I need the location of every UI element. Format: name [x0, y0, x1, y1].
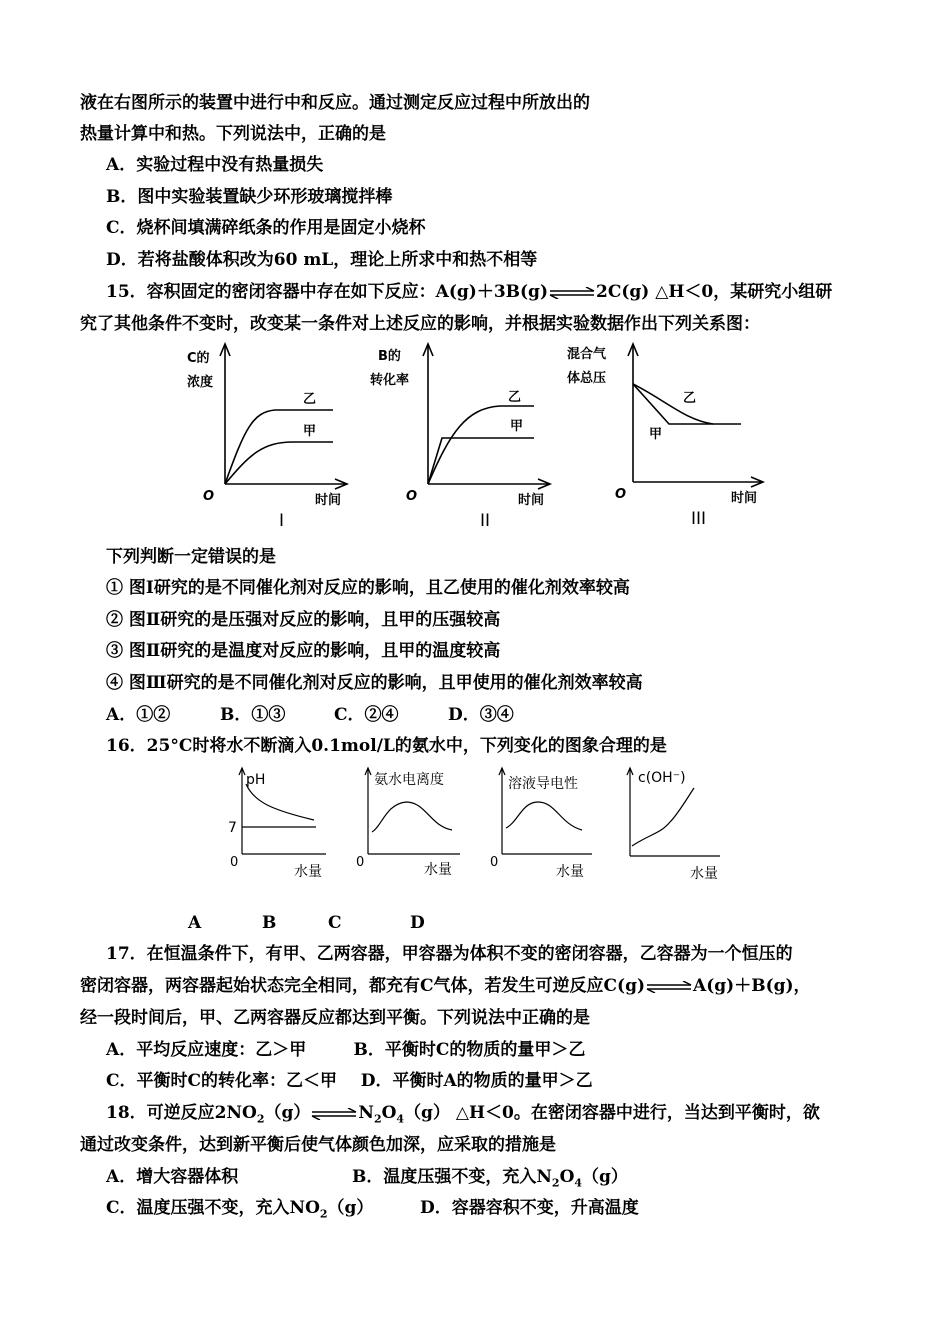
q15-graph-3 — [565, 338, 775, 533]
q15-graph-2 — [370, 338, 560, 533]
graph-d-ylabel: c(OH⁻) — [638, 770, 686, 786]
equilibrium-arrow-icon — [310, 1108, 358, 1120]
q18-option-b-part-b: O — [559, 1167, 575, 1187]
graph-a-ylabel: pH — [246, 772, 266, 788]
q15-line-2: 究了其他条件不变时，改变某一条件对上述反应的影响，并根据实验数据作出下列关系图： — [80, 314, 760, 334]
subscript-2: 2 — [373, 1112, 382, 1126]
q18-option-c — [106, 1197, 373, 1225]
q18-line-2: 通过改变条件，达到新平衡后使气体颜色加深，应采取的措施是 — [80, 1135, 556, 1155]
q16-graph-d — [616, 764, 726, 888]
subscript-2: 2 — [551, 1176, 560, 1190]
q18-option-b — [352, 1166, 628, 1194]
graph1-label-jia: 甲 — [303, 424, 317, 439]
graph-d-curve — [632, 788, 694, 846]
q16-graph-a — [222, 766, 332, 886]
graph-a-origin: 0 — [230, 855, 239, 870]
graph1-xlabel: 时间 — [315, 493, 342, 508]
q18-option-b-part-c: （g） — [582, 1167, 628, 1187]
graph3-axes — [628, 344, 763, 487]
graph2-xlabel: 时间 — [518, 493, 545, 508]
graph-c-curve — [506, 802, 582, 830]
q15-item-4: ④ 图Ⅲ研究的是不同催化剂对反应的影响，且甲使用的催化剂效率较高 — [106, 673, 643, 693]
q14-option-a: A．实验过程中没有热量损失 — [106, 155, 324, 175]
q17-options-cd: C．平衡时C的转化率：乙＜甲 D．平衡时A的物质的量甲＞乙 — [106, 1071, 593, 1091]
graph-c-xlabel: 水量 — [556, 864, 584, 880]
q15-choice-a: A．①② — [106, 705, 171, 725]
graph2-label-yi: 乙 — [508, 390, 522, 405]
q14-option-d: D．若将盐酸体积改为60 mL，理论上所求中和热不相等 — [106, 250, 538, 270]
graph2-origin: O — [406, 489, 418, 504]
q15-item-2: ② 图Ⅱ研究的是压强对反应的影响，且甲的压强较高 — [106, 610, 501, 630]
graph2-ylabel-1: B的 — [378, 349, 401, 364]
graph3-ylabel-2: 体总压 — [567, 371, 607, 386]
q18-option-c-part-b: （g） — [327, 1198, 374, 1218]
graph-d-xlabel: 水量 — [690, 866, 718, 882]
graph1-ylabel-1: C的 — [187, 351, 210, 366]
intro-line-1: 液在右图所示的装置中进行中和反应。通过测定反应过程中所放出的 — [80, 93, 590, 113]
q17-line-2 — [80, 975, 811, 997]
equilibrium-arrow-icon — [645, 981, 693, 993]
graph2-roman-label: II — [480, 511, 491, 531]
subscript-4: 4 — [574, 1176, 583, 1190]
q17-options-ab: A．平均反应速度：乙＞甲 B．平衡时C的物质的量甲＞乙 — [106, 1040, 586, 1060]
graph2-ylabel-2: 转化率 — [370, 373, 410, 388]
graph-b-xlabel: 水量 — [424, 862, 452, 878]
graph3-roman-label: III — [691, 509, 707, 529]
graph3-origin: O — [615, 487, 627, 502]
q14-option-b: B．图中实验装置缺少环形玻璃搅拌棒 — [106, 187, 393, 207]
q18-line-1-part-c: N — [358, 1103, 374, 1123]
q18-line-1-part-d: O — [381, 1103, 397, 1123]
graph3-label-yi: 乙 — [683, 391, 697, 406]
graph-a-tick-7: 7 — [228, 820, 237, 836]
graph-b-ylabel: 氨水电离度 — [374, 772, 444, 788]
q15-choice-b: B．①③ — [220, 705, 286, 725]
q14-option-c: C．烧杯间填满碎纸条的作用是固定小烧杯 — [106, 218, 426, 238]
q18-option-b-part-a: B．温度压强不变，充入N — [352, 1167, 552, 1187]
q16-letter-d: D — [410, 913, 425, 933]
q15-graph-1 — [175, 338, 355, 533]
q18-line-1-part-e: （g） △H＜0。在密闭容器中进行，当达到平衡时，欲 — [404, 1103, 820, 1123]
q16-letter-c: C — [328, 913, 342, 933]
q15-line-1-part-b: 2C(g) △H＜0，某研究小组研 — [596, 282, 833, 302]
q15-line-1 — [106, 281, 832, 303]
graph3-xlabel: 时间 — [731, 491, 758, 506]
q18-line-1 — [106, 1102, 820, 1130]
graph1-ylabel-2: 浓度 — [187, 375, 214, 390]
graph-b-curve — [372, 802, 452, 832]
graph-a-xlabel: 水量 — [294, 864, 322, 880]
q15-stem: 下列判断一定错误的是 — [106, 547, 276, 567]
graph2-curve-jia — [428, 438, 534, 484]
q16-letter-a: A — [188, 913, 202, 933]
graph1-curve-yi — [225, 410, 333, 484]
subscript-2: 2 — [256, 1112, 265, 1126]
q15-item-3: ③ 图Ⅱ研究的是温度对反应的影响，且甲的温度较高 — [106, 641, 501, 661]
q16-letter-b: B — [262, 913, 277, 933]
subscript-4: 4 — [396, 1112, 405, 1126]
graph2-axes — [423, 344, 550, 489]
graph-b-origin: 0 — [356, 855, 365, 870]
q15-line-1-part-a: 15．容积固定的密闭容器中存在如下反应：A(g)＋3B(g) — [106, 282, 548, 302]
q18-option-a: A．增大容器体积 — [106, 1167, 239, 1187]
graph-c-origin: 0 — [490, 855, 499, 870]
q17-line-3: 经一段时间后，甲、乙两容器反应都达到平衡。下列说法中正确的是 — [80, 1008, 590, 1028]
graph1-origin: O — [203, 489, 215, 504]
q15-item-1: ① 图I研究的是不同催化剂对反应的影响，且乙使用的催化剂效率较高 — [106, 578, 630, 598]
q16-stem: 16．25°C时将水不断滴入0.1mol/L的氨水中，下列变化的图象合理的是 — [106, 736, 667, 756]
graph1-label-yi: 乙 — [303, 392, 317, 407]
intro-line-2: 热量计算中和热。下列说法中，正确的是 — [80, 124, 386, 144]
q18-line-1-part-a: 18．可逆反应2NO — [106, 1103, 257, 1123]
q17-line-2-part-b: A(g)＋B(g)， — [693, 976, 811, 996]
q16-graph-b — [350, 766, 470, 886]
graph-a-curve — [246, 784, 314, 820]
q18-line-1-part-b: （g） — [264, 1103, 311, 1123]
graph-c-ylabel: 溶液导电性 — [508, 776, 578, 792]
q17-line-1: 17．在恒温条件下，有甲、乙两容器，甲容器为体积不变的密闭容器，乙容器为一个恒压的 — [106, 944, 793, 964]
equilibrium-arrow-icon — [548, 287, 596, 299]
graph3-label-jia: 甲 — [649, 427, 663, 442]
graph2-curve-yi — [428, 406, 534, 484]
q18-option-d: D．容器容积不变，升高温度 — [420, 1198, 639, 1218]
graph1-roman-label: I — [279, 511, 285, 531]
subscript-2: 2 — [319, 1207, 328, 1221]
graph2-label-jia: 甲 — [510, 419, 524, 434]
q15-choice-d: D．③④ — [448, 705, 514, 725]
q15-choice-c: C．②④ — [334, 705, 399, 725]
q16-graph-c — [484, 766, 604, 886]
q18-option-c-part-a: C．温度压强不变，充入NO — [106, 1198, 320, 1218]
q17-line-2-part-a: 密闭容器，两容器起始状态完全相同，都充有C气体，若发生可逆反应C(g) — [80, 976, 646, 996]
graph1-curve-jia — [225, 442, 333, 484]
graph3-ylabel-1: 混合气 — [567, 347, 607, 362]
